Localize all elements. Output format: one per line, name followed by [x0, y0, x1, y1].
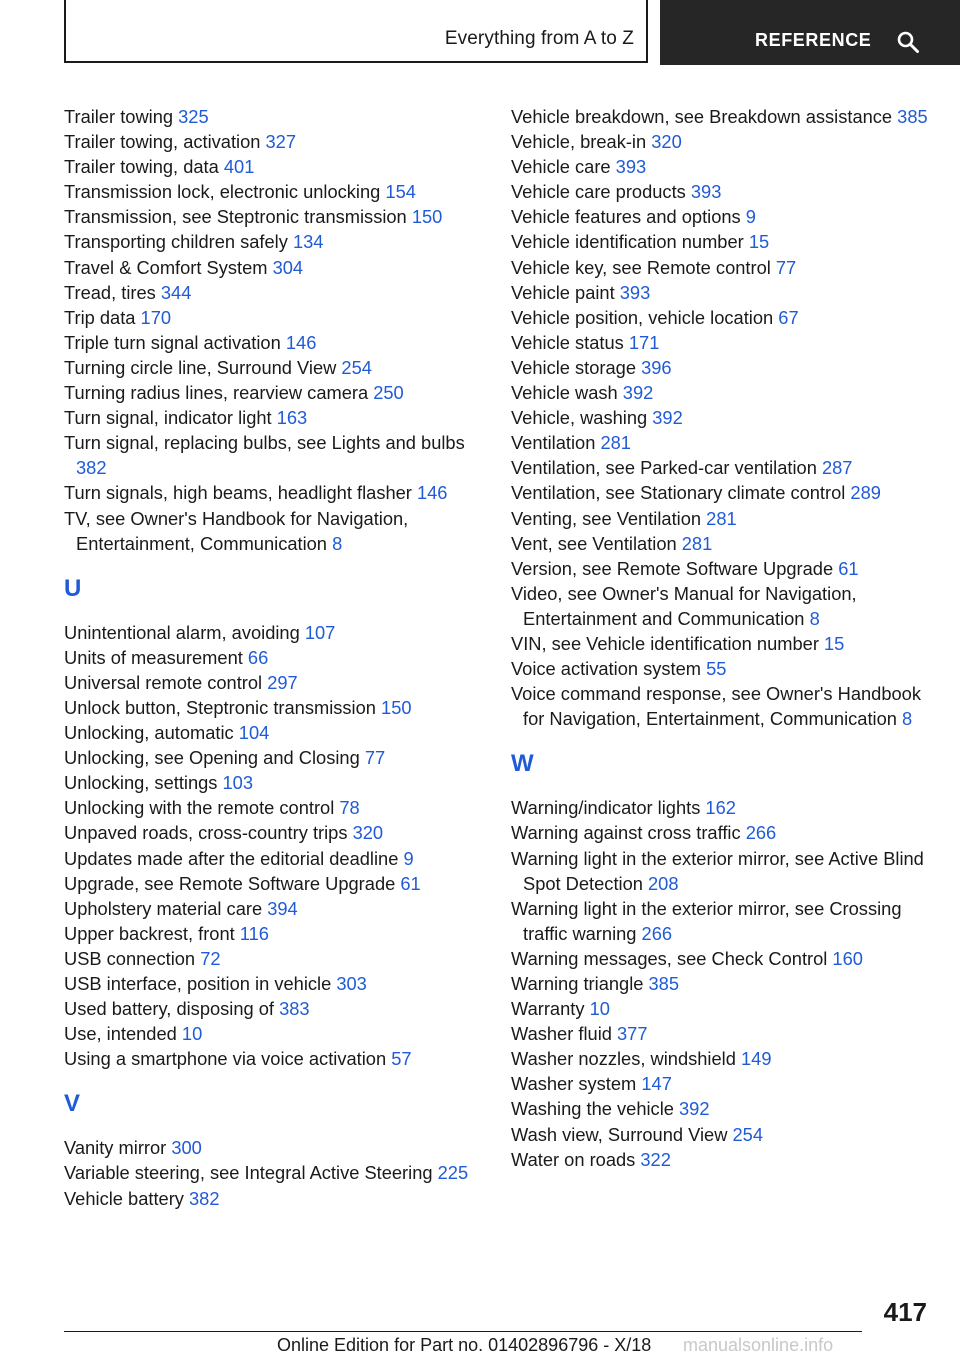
- index-entry: [64, 355, 474, 380]
- page-link[interactable]: 385: [897, 106, 928, 127]
- index-entry-text: Unlocking with the remote control: [64, 797, 340, 819]
- page-link[interactable]: 304: [272, 256, 304, 278]
- page-link[interactable]: 254: [341, 356, 372, 378]
- index-entry-text: Upgrade, see Remote Software Upgrade: [64, 872, 401, 894]
- index-entry: [511, 656, 931, 681]
- index-entry: [64, 280, 474, 305]
- index-entry-text: Used battery, disposing of: [64, 998, 280, 1020]
- page-link[interactable]: 303: [336, 973, 367, 994]
- index-entry-text: Ventilation, see Parked-car ventilation: [511, 457, 822, 479]
- page-link[interactable]: 78: [339, 797, 360, 819]
- index-entry-text: Turn signal, indicator light: [64, 407, 277, 429]
- index-entry: [64, 380, 474, 405]
- index-entry-text: Wash view, Surround View: [511, 1123, 733, 1145]
- index-entry: [511, 305, 931, 330]
- page-link[interactable]: 377: [617, 1023, 648, 1045]
- page-link[interactable]: 254: [732, 1123, 764, 1145]
- page-link[interactable]: 327: [265, 131, 297, 153]
- index-entry: [511, 204, 931, 229]
- index-entry-text: Vehicle battery: [64, 1187, 189, 1209]
- index-entry-text: Unintentional alarm, avoiding: [64, 621, 305, 643]
- index-entry: [511, 355, 931, 380]
- index-entry: [511, 480, 931, 505]
- index-entry-text: Ventilation: [511, 432, 601, 454]
- index-entry-text: Warning against cross traffic: [511, 822, 746, 844]
- index-entry: [64, 179, 474, 204]
- index-entry-text: Vehicle key, see Remote control: [511, 256, 776, 278]
- index-entry: [511, 946, 931, 971]
- page-link[interactable]: 160: [832, 947, 863, 969]
- index-entry-text: Version, see Remote Software Upgrade: [511, 557, 839, 579]
- page-link[interactable]: 281: [600, 432, 631, 454]
- index-entry-text: Trailer towing, activation: [64, 131, 266, 153]
- index-entry: [511, 380, 931, 405]
- page-link[interactable]: 9: [745, 206, 756, 228]
- page-link[interactable]: 320: [352, 822, 384, 844]
- page-link[interactable]: 382: [76, 457, 107, 479]
- index-entry: [511, 179, 931, 204]
- index-entry: [64, 996, 474, 1021]
- page-link[interactable]: 171: [628, 331, 660, 353]
- page-link[interactable]: 146: [285, 331, 317, 353]
- page-link[interactable]: 394: [267, 897, 298, 919]
- page-link[interactable]: 325: [178, 106, 209, 127]
- index-entry-text: Units of measurement: [64, 646, 248, 668]
- page-link[interactable]: 208: [648, 872, 679, 894]
- page-link[interactable]: 15: [824, 632, 845, 654]
- page-link[interactable]: 266: [745, 822, 777, 844]
- page-link[interactable]: 393: [619, 281, 651, 303]
- index-entry: [511, 154, 931, 179]
- page-link[interactable]: 383: [279, 998, 310, 1020]
- index-entry: [64, 871, 474, 896]
- index-entry: [64, 1021, 474, 1046]
- index-entry: [64, 770, 474, 795]
- page-link[interactable]: 289: [850, 482, 881, 504]
- index-entry-text: Unlocking, see Opening and Closing: [64, 747, 365, 769]
- index-entry: [511, 430, 931, 455]
- index-entry: [64, 1186, 474, 1211]
- page-link[interactable]: 281: [706, 507, 737, 529]
- index-entry-text: Turning radius lines, rearview camera: [64, 382, 374, 404]
- index-entry-text: Unlocking, automatic: [64, 722, 239, 744]
- index-entry: [64, 645, 474, 670]
- page-link[interactable]: 10: [181, 1023, 203, 1045]
- index-entry-text: Turning circle line, Surround View: [64, 356, 342, 378]
- index-entry: [511, 581, 931, 631]
- index-entry-text: Tread, tires: [64, 281, 161, 303]
- index-entry-text: Trailer towing: [64, 106, 179, 127]
- index-entry-text: Washer nozzles, windshield: [511, 1048, 741, 1070]
- page-link[interactable]: 170: [140, 306, 172, 328]
- page-link[interactable]: 401: [223, 156, 255, 178]
- page-link[interactable]: 297: [267, 671, 298, 693]
- page-link[interactable]: 61: [838, 557, 859, 579]
- page-link[interactable]: 10: [589, 998, 610, 1020]
- page-link[interactable]: 116: [239, 922, 269, 944]
- page-link[interactable]: 66: [247, 646, 269, 668]
- index-entry: [511, 996, 931, 1021]
- index-entry-text: Use, intended: [64, 1023, 182, 1045]
- page-link[interactable]: 320: [651, 131, 682, 153]
- index-entry-text: VIN, see Vehicle identification number: [511, 632, 824, 654]
- page-link[interactable]: 162: [705, 797, 736, 819]
- page-link[interactable]: 396: [641, 356, 672, 378]
- index-entry: [511, 455, 931, 480]
- header-title-box: [64, 0, 648, 63]
- index-entry-text: Transporting children safely: [64, 231, 293, 253]
- index-entry: [64, 1135, 474, 1160]
- page-link[interactable]: 250: [373, 382, 404, 404]
- page-link[interactable]: 8: [902, 708, 913, 730]
- index-entry-text: Vehicle identification number: [511, 231, 749, 253]
- index-entry: [64, 921, 474, 946]
- index-entry-text: Warning light in the exterior mirror, see Active Blind Spot Detection: [511, 847, 924, 894]
- index-entry-text: USB connection: [64, 947, 201, 969]
- index-entry: [511, 896, 931, 946]
- index-entry: [64, 330, 474, 355]
- index-entry-text: Travel & Comfort System: [64, 256, 273, 278]
- index-entry: [64, 695, 474, 720]
- index-entry: [511, 846, 931, 896]
- page-link[interactable]: 61: [400, 872, 421, 894]
- index-entry: [511, 129, 931, 154]
- index-entry-text: Vehicle features and options: [511, 206, 746, 228]
- index-entry-text: Voice command response, see Owner's Handbook for Navigation, Entertainment, Communication: [511, 683, 921, 730]
- watermark: manualsonline.info: [683, 1335, 834, 1355]
- index-entry: [511, 506, 931, 531]
- index-entry-text: Universal remote control: [64, 671, 268, 693]
- page-link[interactable]: 147: [641, 1073, 672, 1095]
- index-entry-text: Warranty: [511, 998, 590, 1020]
- index-entry: [64, 154, 474, 179]
- page-link[interactable]: 300: [171, 1137, 202, 1159]
- page-link[interactable]: 150: [381, 696, 412, 718]
- index-entry-text: Warning light in the exterior mirror, see Crossing traffic warning: [511, 897, 902, 944]
- index-entry: [64, 255, 474, 280]
- page-number: 417: [883, 1297, 927, 1327]
- index-entry-text: Using a smartphone via voice activation: [64, 1048, 392, 1070]
- index-entry: [511, 795, 931, 820]
- page-link[interactable]: 77: [364, 747, 386, 769]
- page-link[interactable]: 134: [292, 231, 324, 253]
- index-entry: [511, 1147, 931, 1172]
- index-entry-text: Vehicle, washing: [511, 407, 653, 429]
- index-entry: [64, 620, 474, 645]
- index-entry-text: Water on roads: [511, 1148, 641, 1170]
- index-entry-text: Triple turn signal activation: [64, 331, 286, 353]
- index-entry: [511, 1096, 931, 1121]
- index-entry: [511, 681, 931, 731]
- edition-text: Online Edition for Part no. 01402896796 - X/18: [277, 1335, 652, 1355]
- index-entry: [511, 405, 931, 430]
- index-entry: [511, 556, 931, 581]
- index-entry-text: Venting, see Ventilation: [511, 507, 707, 529]
- index-entry-text: Washing the vehicle: [511, 1098, 680, 1120]
- index-entry-text: Turn signals, high beams, headlight flasher: [64, 482, 417, 504]
- index-letter-heading: W: [511, 750, 534, 778]
- index-entry: [64, 104, 474, 129]
- page-link[interactable]: 322: [640, 1148, 671, 1170]
- page-link[interactable]: 8: [332, 532, 343, 554]
- index-entry-text: Unlocking, settings: [64, 772, 223, 794]
- index-entry: [64, 670, 474, 695]
- index-entry: [511, 1046, 931, 1071]
- index-entry-text: Upholstery material care: [64, 897, 268, 919]
- index-entry: [64, 430, 474, 480]
- page-link[interactable]: 15: [748, 231, 770, 253]
- index-entry-text: Variable steering, see Integral Active Steering: [64, 1162, 438, 1184]
- index-entry-text: Vehicle care: [511, 156, 616, 178]
- index-entry-text: Unpaved roads, cross-country trips: [64, 822, 353, 844]
- index-entry: [511, 330, 931, 355]
- index-entry: [64, 745, 474, 770]
- page-link[interactable]: 9: [403, 847, 414, 869]
- index-entry-text: Warning/indicator lights: [511, 797, 706, 819]
- page-link[interactable]: 392: [652, 407, 683, 429]
- index-entry-text: Transmission, see Steptronic transmission: [64, 206, 412, 228]
- footer-divider: [64, 1331, 862, 1332]
- index-letter-heading: V: [64, 1090, 81, 1118]
- index-entry: [64, 720, 474, 745]
- index-entry-text: Turn signal, replacing bulbs, see Lights and bulbs: [64, 432, 465, 454]
- index-entry-text: Updates made after the editorial deadline: [64, 847, 404, 869]
- index-entry: [64, 405, 474, 430]
- index-entry-text: Trailer towing, data: [64, 156, 224, 178]
- index-entry-text: TV, see Owner's Handbook for Navigation, Entertainment, Communication: [64, 507, 409, 554]
- page-link[interactable]: 146: [416, 482, 448, 504]
- index-entry-text: Vent, see Ventilation: [511, 532, 682, 554]
- index-entry-text: Vehicle wash: [511, 382, 623, 404]
- index-entry-text: Vehicle storage: [511, 356, 642, 378]
- page-link[interactable]: 163: [276, 407, 308, 429]
- index-entry: [64, 1160, 474, 1185]
- index-entry: [64, 305, 474, 330]
- index-column-left: [64, 104, 474, 1211]
- page-link[interactable]: 72: [200, 947, 221, 969]
- page-link[interactable]: 392: [679, 1098, 710, 1120]
- index-entry: [511, 531, 931, 556]
- index-entry-text: Vehicle care products: [511, 181, 691, 203]
- index-entry: [511, 820, 931, 845]
- index-column-right: [511, 104, 931, 1172]
- index-entry: [64, 229, 474, 254]
- index-entry: [64, 795, 474, 820]
- index-entry-text: Upper backrest, front: [64, 922, 240, 944]
- index-entry: [64, 971, 474, 996]
- page-link[interactable]: 266: [641, 922, 673, 944]
- page-link[interactable]: 103: [222, 772, 254, 794]
- index-entry-text: USB interface, position in vehicle: [64, 973, 337, 994]
- index-entry: [64, 204, 474, 229]
- index-entry: [511, 1071, 931, 1096]
- index-entry-text: Vehicle status: [511, 331, 629, 353]
- index-entry-text: Washer fluid: [511, 1023, 618, 1045]
- index-entry: [511, 631, 931, 656]
- index-entry-text: Washer system: [511, 1073, 642, 1095]
- index-entry: [511, 1021, 931, 1046]
- index-entry: [64, 846, 474, 871]
- page-link[interactable]: 67: [778, 306, 799, 328]
- index-entry: [64, 480, 474, 505]
- page-link[interactable]: 344: [160, 281, 192, 303]
- page-link[interactable]: 154: [385, 181, 416, 203]
- index-entry: [511, 104, 931, 129]
- page-link[interactable]: 392: [622, 382, 654, 404]
- index-entry-text: Transmission lock, electronic unlocking: [64, 181, 386, 203]
- index-entry-text: Unlock button, Steptronic transmission: [64, 696, 382, 718]
- index-letter-heading: U: [64, 574, 82, 602]
- page-link[interactable]: 225: [437, 1162, 469, 1184]
- page-link[interactable]: 55: [706, 658, 727, 680]
- page-link[interactable]: 281: [681, 532, 713, 554]
- index-entry-text: Warning messages, see Check Control: [511, 947, 833, 969]
- index-entry-text: Vehicle position, vehicle location: [511, 306, 779, 328]
- index-entry: [511, 1122, 931, 1147]
- search-icon[interactable]: [896, 30, 920, 54]
- index-entry-text: Vanity mirror: [64, 1137, 172, 1159]
- page-link[interactable]: 393: [615, 156, 647, 178]
- index-entry-text: Vehicle paint: [511, 281, 620, 303]
- chapter-label: REFERENCE: [755, 30, 872, 50]
- header-reference-tab[interactable]: [660, 0, 960, 65]
- page-link[interactable]: 385: [648, 973, 680, 994]
- index-entry: [511, 280, 931, 305]
- index-entry-text: Trip data: [64, 306, 141, 328]
- index-entry: [511, 255, 931, 280]
- index-entry-text: Vehicle, break-in: [511, 131, 652, 153]
- page-link[interactable]: 77: [775, 256, 797, 278]
- page-link[interactable]: 107: [304, 621, 336, 643]
- index-entry: [64, 896, 474, 921]
- index-entry-text: Vehicle breakdown, see Breakdown assistance: [511, 106, 898, 127]
- index-entry: [64, 129, 474, 154]
- page-link[interactable]: 57: [391, 1048, 412, 1070]
- page-link[interactable]: 150: [411, 206, 443, 228]
- page-link[interactable]: 382: [189, 1187, 220, 1209]
- index-entry-text: Warning triangle: [511, 973, 649, 994]
- index-entry-text: Voice activation system: [511, 658, 707, 680]
- index-entry: [64, 1046, 474, 1071]
- section-title: Everything from A to Z: [444, 28, 634, 49]
- index-entry-text: Video, see Owner's Manual for Navigation, Entertainment and Communication: [511, 582, 857, 629]
- index-entry: [64, 506, 474, 556]
- page-link[interactable]: 287: [821, 457, 853, 479]
- page-link[interactable]: 149: [740, 1048, 772, 1070]
- index-entry: [64, 820, 474, 845]
- index-entry: [511, 229, 931, 254]
- page-link[interactable]: 104: [238, 722, 270, 744]
- index-entry: [64, 946, 474, 971]
- index-entry-text: Ventilation, see Stationary climate control: [511, 482, 851, 504]
- index-entry: [511, 971, 931, 996]
- page-link[interactable]: 8: [809, 607, 820, 629]
- page-link[interactable]: 393: [690, 181, 722, 203]
